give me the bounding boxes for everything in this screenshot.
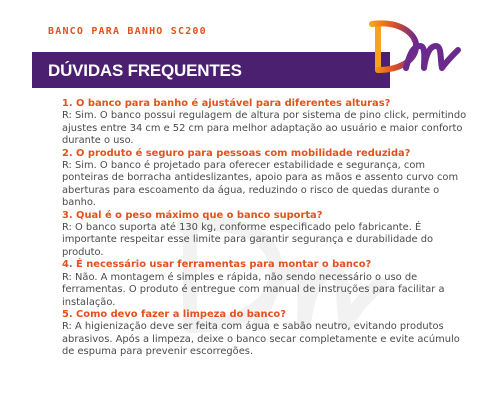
faq-item bbox=[62, 98, 472, 148]
faq-answer: R: A higienização deve ser feita com água e sabão neutro, evitando produtos abrasivos. Após a limpeza, deixe o banco secar completamente e evite acúmulo de espuma para prevenir escorregões. bbox=[62, 321, 460, 358]
title-banner bbox=[32, 52, 390, 88]
faq-item bbox=[62, 309, 472, 359]
page-title: DÚVIDAS FREQUENTES bbox=[48, 61, 242, 80]
faq-question: 1. O banco para banho é ajustável para diferentes alturas? bbox=[62, 98, 391, 109]
faq-question: 4. É necessário usar ferramentas para montar o banco? bbox=[62, 259, 372, 271]
faq-answer: R: Não. A montagem é simples e rápida, não sendo necessário o uso de ferramentas. O produto é entregue com manual de instruções para facilitar a instalação. bbox=[62, 271, 445, 308]
faq-list bbox=[62, 98, 472, 359]
faq-question: 2. O produto é seguro para pessoas com mobilidade reduzida? bbox=[62, 147, 411, 159]
faq-answer: R: Sim. O banco é projetado para oferecer estabilidade e segurança, com ponteiras de borracha antideslizantes, apoio para as mãos e assento curvo com aberturas para escoamento da água, reduzindo o risco de quedas durante o banho. bbox=[62, 160, 459, 209]
faq-question: 5. Como devo fazer a limpeza do banco? bbox=[62, 308, 286, 320]
brand-logo bbox=[366, 16, 466, 76]
faq-answer: R: Sim. O banco possui regulagem de altura por sistema de pino click, permitindo ajustes entre 34 cm e 52 cm para melhor adaptação ao usuário e maior conforto durante o uso. bbox=[62, 110, 467, 147]
product-line-label: BANCO PARA BANHO SC200 bbox=[48, 26, 207, 37]
faq-question: 3. Qual é o peso máximo que o banco suporta? bbox=[62, 209, 323, 221]
faq-item bbox=[62, 259, 472, 309]
faq-item bbox=[62, 148, 472, 210]
faq-item bbox=[62, 210, 472, 260]
faq-answer: R: O banco suporta até 130 kg, conforme especificado pelo fabricante. É importante respeitar esse limite para garantir segurança e durabilidade do produto. bbox=[62, 222, 434, 258]
